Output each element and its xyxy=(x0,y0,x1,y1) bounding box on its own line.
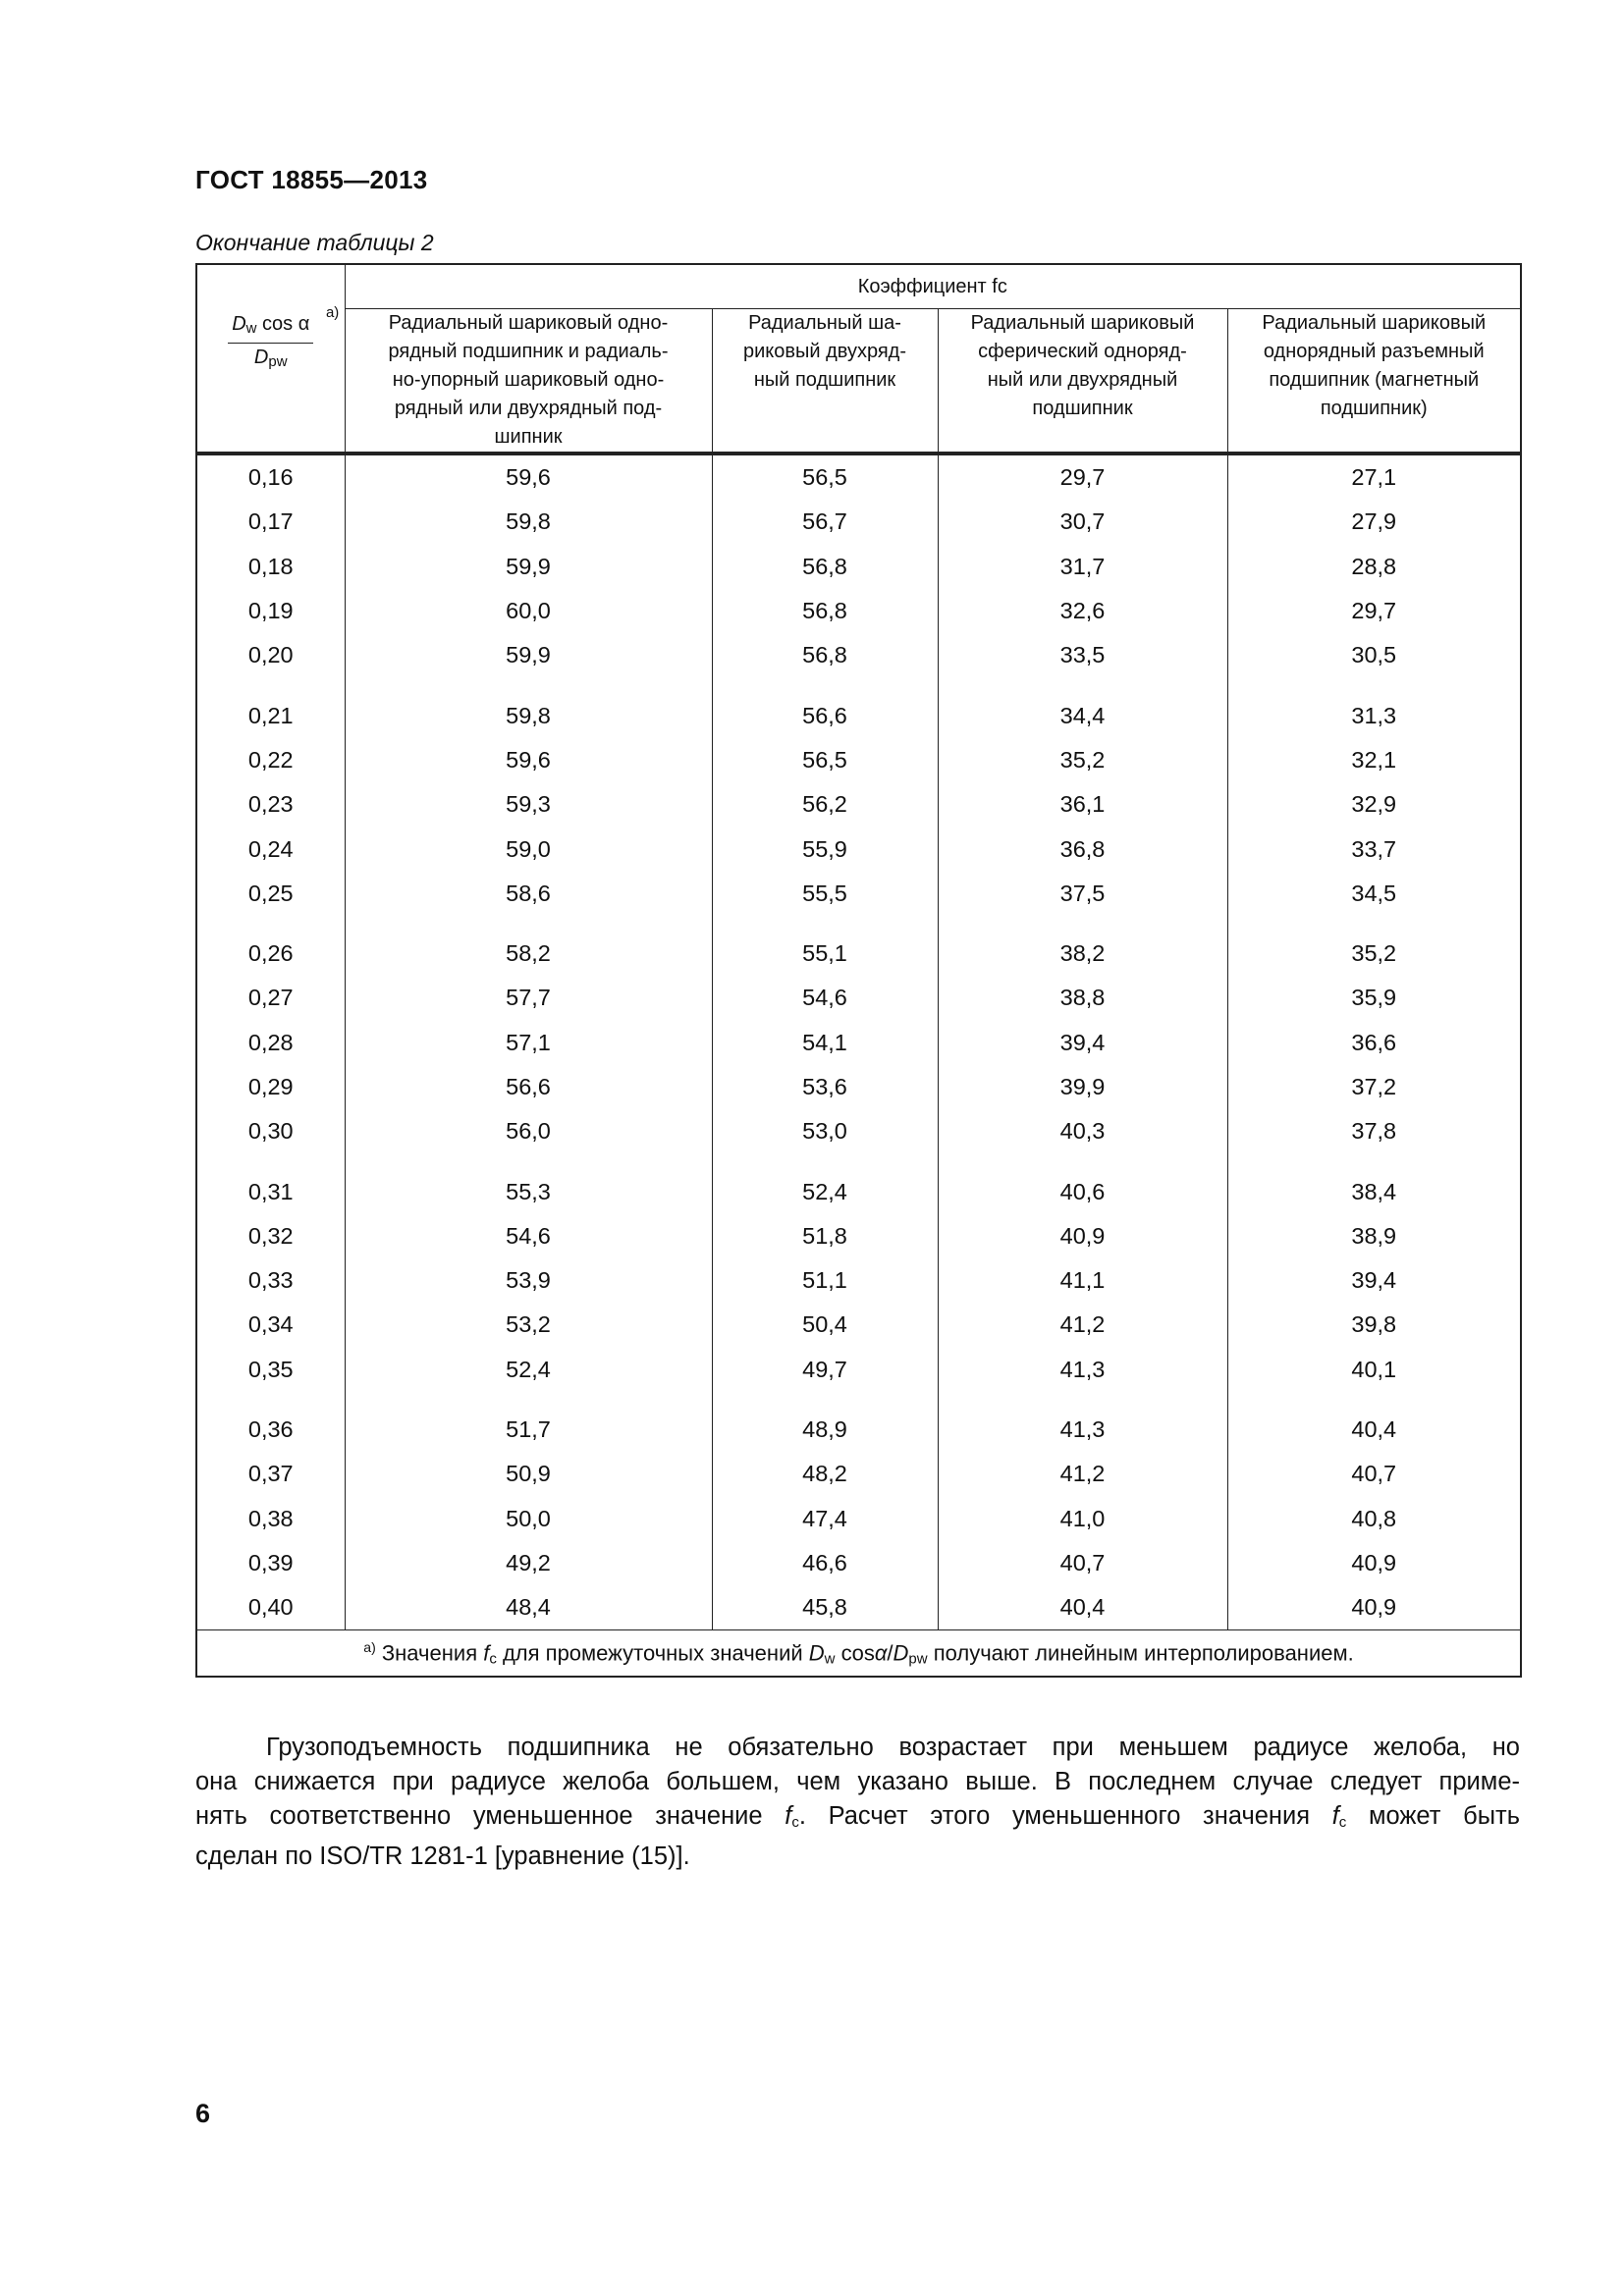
table-row xyxy=(196,738,1521,782)
coefficient-value-cell: 40,4 xyxy=(1227,1392,1521,1452)
document-header: ГОСТ 18855—2013 xyxy=(195,165,428,194)
coefficient-value-cell: 46,6 xyxy=(712,1541,938,1585)
ratio-value-cell: 0,33 xyxy=(196,1258,345,1303)
coefficient-value-cell: 53,6 xyxy=(712,1065,938,1109)
coefficient-value-cell: 40,7 xyxy=(938,1541,1227,1585)
coefficient-value-cell: 56,8 xyxy=(712,589,938,633)
coefficient-value-cell: 47,4 xyxy=(712,1497,938,1541)
coefficient-value-cell: 56,7 xyxy=(712,500,938,544)
coefficient-table xyxy=(195,263,1522,1678)
coefficient-value-cell: 39,8 xyxy=(1227,1303,1521,1347)
coefficient-value-cell: 54,6 xyxy=(712,976,938,1020)
column-header-line: Радиальный шариковый xyxy=(970,312,1195,334)
coefficient-value-cell: 40,9 xyxy=(1227,1541,1521,1585)
table-footnote-row xyxy=(196,1630,1521,1678)
ratio-value-cell: 0,35 xyxy=(196,1348,345,1392)
body-paragraph xyxy=(195,1731,1520,1874)
table-row xyxy=(196,677,1521,737)
column-header-line: шипник xyxy=(494,426,563,448)
column-header-line: сферический одноряд- xyxy=(978,341,1187,362)
coefficient-value-cell: 33,5 xyxy=(938,633,1227,677)
table-row xyxy=(196,1303,1521,1347)
coefficient-value-cell: 27,1 xyxy=(1227,454,1521,500)
coefficient-value-cell: 55,5 xyxy=(712,872,938,916)
ratio-footnote-mark: a) xyxy=(325,304,340,321)
coefficient-value-cell: 39,4 xyxy=(938,1021,1227,1065)
coefficient-value-cell: 32,6 xyxy=(938,589,1227,633)
column-header-line: рядный подшипник и радиаль- xyxy=(388,341,669,362)
coefficient-value-cell: 58,2 xyxy=(345,916,712,976)
coefficient-value-cell: 59,9 xyxy=(345,633,712,677)
ratio-value-cell: 0,25 xyxy=(196,872,345,916)
coefficient-value-cell: 27,9 xyxy=(1227,500,1521,544)
table-row xyxy=(196,1452,1521,1496)
coefficient-value-cell: 31,7 xyxy=(938,545,1227,589)
table-row xyxy=(196,1109,1521,1153)
coefficient-value-cell: 33,7 xyxy=(1227,827,1521,871)
coefficient-value-cell: 34,5 xyxy=(1227,872,1521,916)
coefficient-value-cell: 40,8 xyxy=(1227,1497,1521,1541)
coefficient-value-cell: 54,1 xyxy=(712,1021,938,1065)
table-row xyxy=(196,1392,1521,1452)
coefficient-value-cell: 41,2 xyxy=(938,1452,1227,1496)
table-row xyxy=(196,1585,1521,1630)
header-row-top xyxy=(196,264,1521,309)
coefficient-value-cell: 57,7 xyxy=(345,976,712,1020)
column-header-line: однорядный разъемный xyxy=(1263,341,1485,362)
paragraph-line: сделан по ISO/TR 1281-1 [уравнение (15)]. xyxy=(195,1842,690,1870)
column-header-1 xyxy=(345,309,712,454)
coefficient-value-cell: 55,3 xyxy=(345,1153,712,1213)
coefficient-value-cell: 40,4 xyxy=(938,1585,1227,1630)
ratio-denominator: $D_{pw}$ xyxy=(253,347,288,370)
coefficient-value-cell: 36,6 xyxy=(1227,1021,1521,1065)
coefficient-value-cell: 57,1 xyxy=(345,1021,712,1065)
table-row xyxy=(196,454,1521,500)
coefficient-value-cell: 41,0 xyxy=(938,1497,1227,1541)
coefficient-value-cell: 59,8 xyxy=(345,500,712,544)
coefficient-value-cell: 28,8 xyxy=(1227,545,1521,589)
coefficient-value-cell: 50,9 xyxy=(345,1452,712,1496)
ratio-value-cell: 0,22 xyxy=(196,738,345,782)
coefficient-value-cell: 35,2 xyxy=(1227,916,1521,976)
coefficient-value-cell: 49,7 xyxy=(712,1348,938,1392)
column-header-line: подшипник xyxy=(1032,398,1133,419)
coefficient-value-cell: 59,9 xyxy=(345,545,712,589)
table-row xyxy=(196,782,1521,827)
ratio-value-cell: 0,34 xyxy=(196,1303,345,1347)
coefficient-value-cell: 48,4 xyxy=(345,1585,712,1630)
ratio-value-cell: 0,29 xyxy=(196,1065,345,1109)
table-row xyxy=(196,1065,1521,1109)
table-row xyxy=(196,1153,1521,1213)
coefficient-value-cell: 59,3 xyxy=(345,782,712,827)
page-number: 6 xyxy=(195,2099,211,2128)
coefficient-value-cell: 40,7 xyxy=(1227,1452,1521,1496)
ratio-value-cell: 0,36 xyxy=(196,1392,345,1452)
ratio-value-cell: 0,30 xyxy=(196,1109,345,1153)
ratio-value-cell: 0,18 xyxy=(196,545,345,589)
coefficient-value-cell: 40,9 xyxy=(1227,1585,1521,1630)
coefficient-value-cell: 53,0 xyxy=(712,1109,938,1153)
coefficient-table-container xyxy=(195,263,1520,1678)
coefficient-value-cell: 56,8 xyxy=(712,545,938,589)
ratio-value-cell: 0,17 xyxy=(196,500,345,544)
coefficient-value-cell: 48,9 xyxy=(712,1392,938,1452)
ratio-value-cell: 0,32 xyxy=(196,1214,345,1258)
coefficient-value-cell: 59,6 xyxy=(345,738,712,782)
coefficient-value-cell: 48,2 xyxy=(712,1452,938,1496)
ratio-value-cell: 0,28 xyxy=(196,1021,345,1065)
ratio-value-cell: 0,40 xyxy=(196,1585,345,1630)
coefficient-value-cell: 38,4 xyxy=(1227,1153,1521,1213)
coefficient-value-cell: 50,0 xyxy=(345,1497,712,1541)
table-row xyxy=(196,1541,1521,1585)
coefficient-value-cell: 32,1 xyxy=(1227,738,1521,782)
coefficient-value-cell: 36,8 xyxy=(938,827,1227,871)
table-row xyxy=(196,633,1521,677)
ratio-header-cell xyxy=(196,264,345,454)
coefficient-value-cell: 56,5 xyxy=(712,738,938,782)
column-header-3 xyxy=(938,309,1227,454)
coefficient-value-cell: 56,6 xyxy=(712,677,938,737)
coefficient-value-cell: 36,1 xyxy=(938,782,1227,827)
table-row xyxy=(196,916,1521,976)
coefficient-value-cell: 54,6 xyxy=(345,1214,712,1258)
coefficient-value-cell: 59,6 xyxy=(345,454,712,500)
coefficient-value-cell: 53,2 xyxy=(345,1303,712,1347)
coefficient-value-cell: 29,7 xyxy=(938,454,1227,500)
ratio-value-cell: 0,24 xyxy=(196,827,345,871)
table-body xyxy=(196,454,1521,1630)
paragraph-line: она снижается при радиусе желоба большем, чем указано выше. В последнем случае следует приме- xyxy=(195,1768,1520,1795)
coefficient-title: Коэффициент fc xyxy=(345,264,1521,309)
column-header-line: но-упорный шариковый одно- xyxy=(392,369,665,391)
coefficient-value-cell: 32,9 xyxy=(1227,782,1521,827)
ratio-value-cell: 0,39 xyxy=(196,1541,345,1585)
column-header-line: ный или двухрядный xyxy=(987,369,1178,391)
table-row xyxy=(196,545,1521,589)
column-header-4 xyxy=(1227,309,1521,454)
coefficient-value-cell: 60,0 xyxy=(345,589,712,633)
coefficient-value-cell: 55,1 xyxy=(712,916,938,976)
coefficient-value-cell: 56,8 xyxy=(712,633,938,677)
coefficient-value-cell: 41,3 xyxy=(938,1348,1227,1392)
ratio-value-cell: 0,38 xyxy=(196,1497,345,1541)
coefficient-value-cell: 51,8 xyxy=(712,1214,938,1258)
coefficient-value-cell: 37,5 xyxy=(938,872,1227,916)
coefficient-value-cell: 40,6 xyxy=(938,1153,1227,1213)
ratio-value-cell: 0,19 xyxy=(196,589,345,633)
paragraph-line: Грузоподъемность подшипника не обязательно возрастает при меньшем радиусе желоба, но xyxy=(266,1734,1520,1761)
coefficient-value-cell: 38,8 xyxy=(938,976,1227,1020)
coefficient-value-cell: 50,4 xyxy=(712,1303,938,1347)
coefficient-value-cell: 52,4 xyxy=(345,1348,712,1392)
column-header-line: риковый двухряд- xyxy=(742,341,907,362)
table-row xyxy=(196,1258,1521,1303)
table-row xyxy=(196,872,1521,916)
coefficient-value-cell: 45,8 xyxy=(712,1585,938,1630)
coefficient-value-cell: 41,2 xyxy=(938,1303,1227,1347)
header-row-columns xyxy=(196,309,1521,454)
coefficient-value-cell: 56,0 xyxy=(345,1109,712,1153)
column-header-line: Радиальный шариковый xyxy=(1262,312,1487,334)
coefficient-value-cell: 56,2 xyxy=(712,782,938,827)
coefficient-value-cell: 30,7 xyxy=(938,500,1227,544)
coefficient-value-cell: 31,3 xyxy=(1227,677,1521,737)
coefficient-value-cell: 29,7 xyxy=(1227,589,1521,633)
coefficient-value-cell: 37,8 xyxy=(1227,1109,1521,1153)
coefficient-value-cell: 55,9 xyxy=(712,827,938,871)
table-row xyxy=(196,827,1521,871)
coefficient-value-cell: 59,0 xyxy=(345,827,712,871)
column-header-line: рядный или двухрядный под- xyxy=(394,398,663,419)
ratio-value-cell: 0,16 xyxy=(196,454,345,500)
coefficient-value-cell: 41,3 xyxy=(938,1392,1227,1452)
coefficient-value-cell: 51,7 xyxy=(345,1392,712,1452)
table-row xyxy=(196,1497,1521,1541)
coefficient-value-cell: 56,5 xyxy=(712,454,938,500)
coefficient-value-cell: 41,1 xyxy=(938,1258,1227,1303)
ratio-numerator: $D_w$ cos α xyxy=(228,310,313,344)
column-header-line: Радиальный ша- xyxy=(748,312,901,334)
coefficient-value-cell: 35,2 xyxy=(938,738,1227,782)
ratio-value-cell: 0,27 xyxy=(196,976,345,1020)
ratio-value-cell: 0,26 xyxy=(196,916,345,976)
ratio-fraction xyxy=(228,304,340,376)
ratio-value-cell: 0,23 xyxy=(196,782,345,827)
coefficient-value-cell: 35,9 xyxy=(1227,976,1521,1020)
coefficient-value-cell: 38,9 xyxy=(1227,1214,1521,1258)
table-row xyxy=(196,1214,1521,1258)
coefficient-value-cell: 49,2 xyxy=(345,1541,712,1585)
ratio-value-cell: 0,31 xyxy=(196,1153,345,1213)
ratio-value-cell: 0,20 xyxy=(196,633,345,677)
coefficient-value-cell: 58,6 xyxy=(345,872,712,916)
coefficient-value-cell: 52,4 xyxy=(712,1153,938,1213)
coefficient-value-cell: 40,1 xyxy=(1227,1348,1521,1392)
coefficient-value-cell: 37,2 xyxy=(1227,1065,1521,1109)
table-footnote: $^{a)}$ Значения $f_c$ для промежуточных значений $D_w$ cosα/$D_{pw}$ получают линейным интерполированием. xyxy=(196,1630,1521,1678)
table-row xyxy=(196,1021,1521,1065)
table-row xyxy=(196,1348,1521,1392)
coefficient-value-cell: 39,4 xyxy=(1227,1258,1521,1303)
table-caption: Окончание таблицы 2 xyxy=(195,230,434,255)
coefficient-value-cell: 34,4 xyxy=(938,677,1227,737)
ratio-value-cell: 0,21 xyxy=(196,677,345,737)
ratio-value-cell: 0,37 xyxy=(196,1452,345,1496)
coefficient-value-cell: 59,8 xyxy=(345,677,712,737)
paragraph-line: нять соответственно уменьшенное значение $f_c$. Расчет этого уменьшенного значения $f_c$ может быть xyxy=(195,1802,1520,1831)
coefficient-value-cell: 38,2 xyxy=(938,916,1227,976)
coefficient-value-cell: 40,9 xyxy=(938,1214,1227,1258)
coefficient-value-cell: 56,6 xyxy=(345,1065,712,1109)
column-header-line: Радиальный шариковый одно- xyxy=(388,312,669,334)
table-row xyxy=(196,589,1521,633)
coefficient-value-cell: 39,9 xyxy=(938,1065,1227,1109)
coefficient-value-cell: 51,1 xyxy=(712,1258,938,1303)
column-header-2 xyxy=(712,309,938,454)
column-header-line: подшипник) xyxy=(1320,398,1428,419)
coefficient-value-cell: 40,3 xyxy=(938,1109,1227,1153)
table-row xyxy=(196,500,1521,544)
column-header-line: ный подшипник xyxy=(753,369,896,391)
table-row xyxy=(196,976,1521,1020)
coefficient-value-cell: 30,5 xyxy=(1227,633,1521,677)
column-header-line: подшипник (магнетный xyxy=(1269,369,1480,391)
coefficient-value-cell: 53,9 xyxy=(345,1258,712,1303)
